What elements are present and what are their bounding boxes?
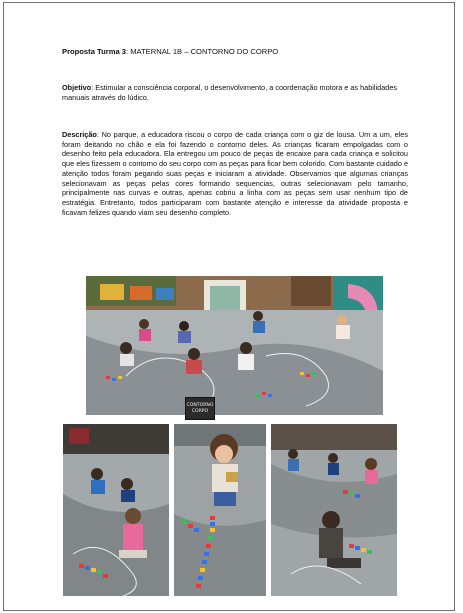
photo-playground-activity bbox=[86, 276, 383, 415]
objetivo-label: Objetivo bbox=[62, 83, 92, 92]
title-label: Proposta Turma 3 bbox=[62, 47, 126, 56]
sign-line-1: CONTORNO bbox=[186, 402, 214, 408]
photo-boy-building bbox=[271, 424, 397, 596]
title-text: : MATERNAL 1B – CONTORNO DO CORPO bbox=[126, 47, 279, 56]
contorno-corpo-sign bbox=[185, 397, 215, 420]
descricao-text: : No parque, a educadora riscou o corpo de cada criança com o giz de lousa. Um a um, eles foram deitando no chão e ela foi fazendo o contorno deles. As crianças ficaram empolgadas com o desenho feito pela educadora. Ela entregou um pouco de peças de encaixe para cada criança e solicitou que eles fizessem o contorno do seu corpo com as peças para ficar bem colorido. Com bastante cuidado e atenção todos foram pegando suas peças e iniciaram a atividade. Observamos que algumas crianças selecionavam as peças pelas cores formando sequencias, outras selecionavam pelo tamanho, principalmente nas curvas e outras, apenas cobriu a linha com as peças sem usar nenhum tipo de estratégia. Entretanto, todos participaram com bastante atenção e interesse da atividade proposta e ficavam felizes quando viam seu desenho completo. bbox=[62, 130, 408, 217]
document-title bbox=[62, 47, 408, 57]
sign-line-2: CORPO bbox=[191, 408, 209, 414]
descricao-label: Descrição bbox=[62, 130, 97, 139]
photo-children-building bbox=[63, 424, 169, 596]
photo-child-smiling bbox=[174, 424, 266, 596]
objetivo-paragraph bbox=[62, 83, 408, 102]
objetivo-text: : Estimular a consciência corporal, o desenvolvimento, a coordenação motora e as habilidades manuais através do lúdico. bbox=[62, 83, 398, 102]
descricao-paragraph bbox=[62, 130, 408, 217]
document-page bbox=[3, 2, 455, 611]
